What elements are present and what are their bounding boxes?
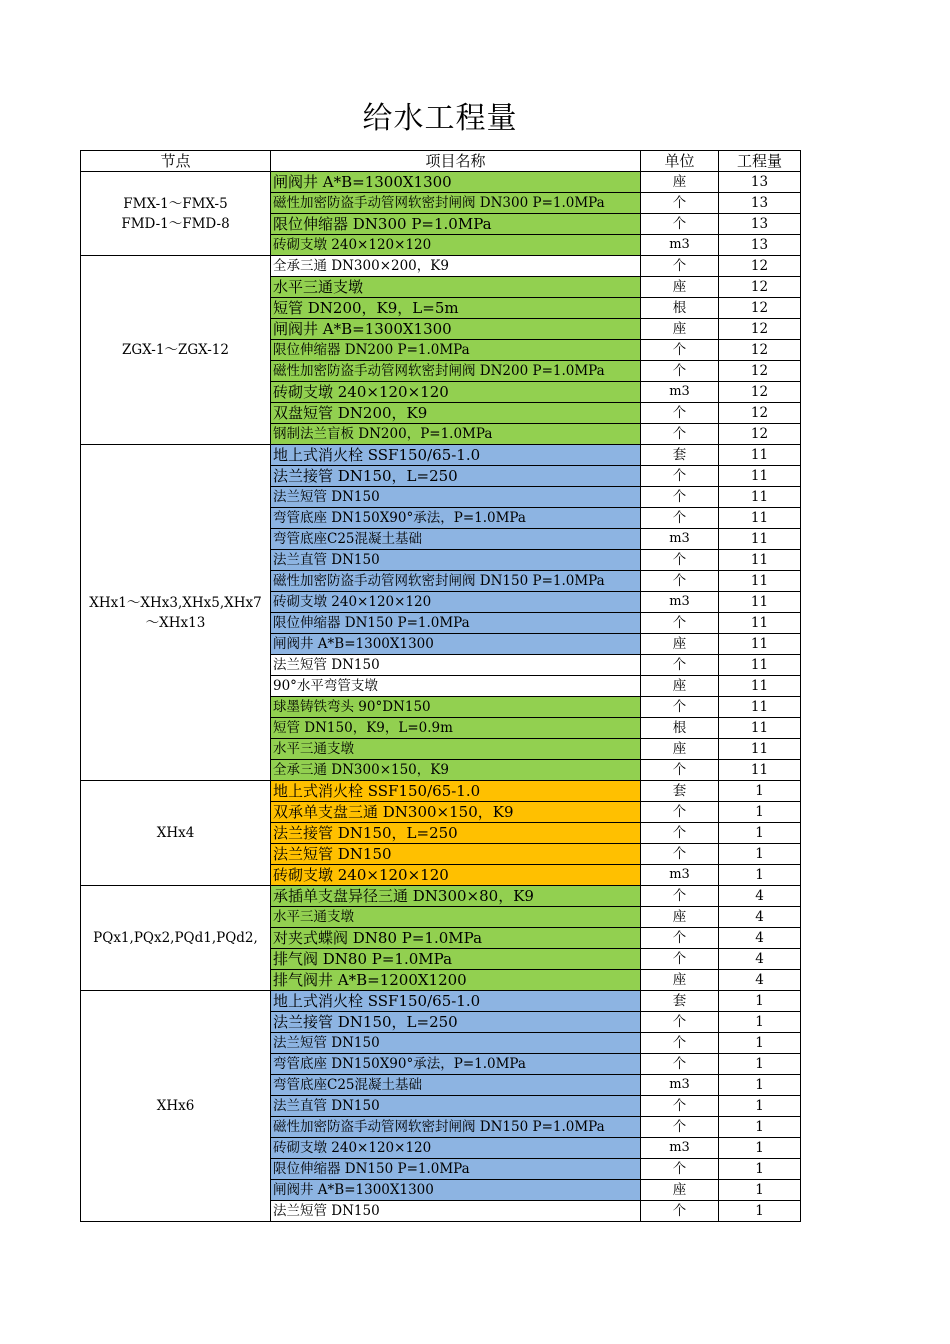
unit-cell: 座 xyxy=(641,970,719,991)
unit-cell: 座 xyxy=(641,739,719,760)
table-row xyxy=(81,886,801,907)
unit-cell: m3 xyxy=(641,529,719,550)
quantity-cell: 1 xyxy=(719,844,801,865)
header-row xyxy=(81,151,801,172)
unit-cell: 个 xyxy=(641,550,719,571)
unit-cell: 个 xyxy=(641,361,719,382)
quantity-cell: 1 xyxy=(719,1117,801,1138)
header-unit: 单位 xyxy=(641,151,719,172)
quantity-cell: 4 xyxy=(719,970,801,991)
item-name-cell: 法兰短管 DN150 xyxy=(271,1201,641,1222)
item-name-cell: 磁性加密防盗手动管网软密封闸阀 DN300 P=1.0MPa xyxy=(271,193,641,214)
quantity-cell: 11 xyxy=(719,613,801,634)
unit-cell: 个 xyxy=(641,823,719,844)
unit-cell: 座 xyxy=(641,319,719,340)
node-label: FMD-1～FMD-8 xyxy=(121,215,230,232)
quantity-cell: 12 xyxy=(719,256,801,277)
unit-cell: 个 xyxy=(641,256,719,277)
unit-cell: m3 xyxy=(641,865,719,886)
item-name-cell: 法兰接管 DN150，L=250 xyxy=(271,1012,641,1033)
unit-cell: 座 xyxy=(641,172,719,193)
quantity-cell: 13 xyxy=(719,235,801,256)
item-name-cell: 对夹式蝶阀 DN80 P=1.0MPa xyxy=(271,928,641,949)
item-name-cell: 限位伸缩器 DN150 P=1.0MPa xyxy=(271,1159,641,1180)
quantity-cell: 13 xyxy=(719,172,801,193)
quantity-cell: 11 xyxy=(719,634,801,655)
item-name-cell: 法兰直管 DN150 xyxy=(271,550,641,571)
item-name-cell: 闸阀井 A*B=1300X1300 xyxy=(271,172,641,193)
quantity-cell: 4 xyxy=(719,907,801,928)
item-name-cell: 水平三通支墩 xyxy=(271,277,641,298)
unit-cell: 座 xyxy=(641,1180,719,1201)
unit-cell: 个 xyxy=(641,613,719,634)
node-cell xyxy=(81,172,271,256)
item-name-cell: 弯管底座C25混凝土基础 xyxy=(271,1075,641,1096)
table-row xyxy=(81,781,801,802)
header-quantity: 工程量 xyxy=(719,151,801,172)
unit-cell: m3 xyxy=(641,235,719,256)
item-name-cell: 限位伸缩器 DN200 P=1.0MPa xyxy=(271,340,641,361)
node-cell xyxy=(81,991,271,1222)
quantity-cell: 12 xyxy=(719,424,801,445)
unit-cell: m3 xyxy=(641,1075,719,1096)
quantity-cell: 11 xyxy=(719,466,801,487)
quantity-cell: 1 xyxy=(719,1201,801,1222)
unit-cell: 个 xyxy=(641,508,719,529)
unit-cell: 座 xyxy=(641,634,719,655)
quantity-cell: 12 xyxy=(719,340,801,361)
unit-cell: 根 xyxy=(641,298,719,319)
node-label: XHx4 xyxy=(156,825,195,841)
unit-cell: 个 xyxy=(641,340,719,361)
item-name-cell: 法兰接管 DN150，L=250 xyxy=(271,466,641,487)
quantity-cell: 11 xyxy=(719,529,801,550)
quantity-cell: 11 xyxy=(719,571,801,592)
unit-cell: 个 xyxy=(641,949,719,970)
quantity-cell: 1 xyxy=(719,802,801,823)
unit-cell: 套 xyxy=(641,445,719,466)
quantity-cell: 1 xyxy=(719,1159,801,1180)
unit-cell: 个 xyxy=(641,1159,719,1180)
quantity-cell: 11 xyxy=(719,676,801,697)
unit-cell: 根 xyxy=(641,718,719,739)
item-name-cell: 双盘短管 DN200，K9 xyxy=(271,403,641,424)
quantity-cell: 11 xyxy=(719,760,801,781)
node-label: PQx1,PQx2,PQd1,PQd2, xyxy=(93,930,258,946)
item-name-cell: 法兰直管 DN150 xyxy=(271,1096,641,1117)
quantity-cell: 1 xyxy=(719,865,801,886)
quantity-cell: 11 xyxy=(719,592,801,613)
item-name-cell: 砖砌支墩 240×120×120 xyxy=(271,1138,641,1159)
item-name-cell: 法兰短管 DN150 xyxy=(271,844,641,865)
quantity-cell: 11 xyxy=(719,445,801,466)
item-name-cell: 砖砌支墩 240×120×120 xyxy=(271,235,641,256)
quantity-cell: 13 xyxy=(719,193,801,214)
quantity-cell: 11 xyxy=(719,697,801,718)
quantity-cell: 4 xyxy=(719,886,801,907)
quantity-cell: 1 xyxy=(719,1033,801,1054)
item-name-cell: 全承三通 DN300×200，K9 xyxy=(271,256,641,277)
unit-cell: 座 xyxy=(641,277,719,298)
item-name-cell: 短管 DN200，K9，L=5m xyxy=(271,298,641,319)
unit-cell: 个 xyxy=(641,928,719,949)
quantity-cell: 11 xyxy=(719,739,801,760)
item-name-cell: 承插单支盘异径三通 DN300×80，K9 xyxy=(271,886,641,907)
node-cell xyxy=(81,256,271,445)
quantity-cell: 4 xyxy=(719,949,801,970)
item-name-cell: 法兰短管 DN150 xyxy=(271,1033,641,1054)
item-name-cell: 闸阀井 A*B=1300X1300 xyxy=(271,319,641,340)
quantity-cell: 1 xyxy=(719,1096,801,1117)
unit-cell: 个 xyxy=(641,571,719,592)
quantity-cell: 1 xyxy=(719,1138,801,1159)
node-label: ZGX-1～ZGX-12 xyxy=(122,342,229,358)
unit-cell: 个 xyxy=(641,424,719,445)
quantity-cell: 1 xyxy=(719,1180,801,1201)
item-name-cell: 砖砌支墩 240×120×120 xyxy=(271,592,641,613)
node-label: XHx6 xyxy=(156,1098,195,1114)
unit-cell: 个 xyxy=(641,466,719,487)
quantity-cell: 1 xyxy=(719,823,801,844)
item-name-cell: 水平三通支墩 xyxy=(271,907,641,928)
item-name-cell: 短管 DN150，K9，L=0.9m xyxy=(271,718,641,739)
item-name-cell: 排气阀 DN80 P=1.0MPa xyxy=(271,949,641,970)
item-name-cell: 90°水平弯管支墩 xyxy=(271,676,641,697)
unit-cell: 个 xyxy=(641,403,719,424)
item-name-cell: 法兰接管 DN150，L=250 xyxy=(271,823,641,844)
unit-cell: 个 xyxy=(641,697,719,718)
header-node: 节点 xyxy=(81,151,271,172)
quantity-cell: 12 xyxy=(719,319,801,340)
item-name-cell: 双承单支盘三通 DN300×150，K9 xyxy=(271,802,641,823)
item-name-cell: 地上式消火栓 SSF150/65-1.0 xyxy=(271,991,641,1012)
quantity-table xyxy=(80,150,801,1222)
table-row xyxy=(81,172,801,193)
unit-cell: 个 xyxy=(641,1054,719,1075)
unit-cell: 套 xyxy=(641,781,719,802)
node-cell xyxy=(81,781,271,886)
item-name-cell: 法兰短管 DN150 xyxy=(271,655,641,676)
quantity-cell: 11 xyxy=(719,550,801,571)
unit-cell: 个 xyxy=(641,1096,719,1117)
quantity-cell: 12 xyxy=(719,361,801,382)
quantity-cell: 11 xyxy=(719,718,801,739)
unit-cell: 个 xyxy=(641,802,719,823)
unit-cell: 个 xyxy=(641,760,719,781)
quantity-cell: 11 xyxy=(719,655,801,676)
item-name-cell: 限位伸缩器 DN300 P=1.0MPa xyxy=(271,214,641,235)
unit-cell: 座 xyxy=(641,676,719,697)
item-name-cell: 砖砌支墩 240×120×120 xyxy=(271,865,641,886)
table-row xyxy=(81,256,801,277)
unit-cell: 个 xyxy=(641,886,719,907)
quantity-cell: 12 xyxy=(719,403,801,424)
node-label: XHx1～XHx3,XHx5,XHx7 xyxy=(89,594,262,611)
node-label: ～XHx13 xyxy=(145,614,206,631)
unit-cell: 个 xyxy=(641,655,719,676)
quantity-cell: 1 xyxy=(719,1075,801,1096)
unit-cell: m3 xyxy=(641,592,719,613)
item-name-cell: 地上式消火栓 SSF150/65-1.0 xyxy=(271,445,641,466)
item-name-cell: 弯管底座 DN150X90°承法，P=1.0MPa xyxy=(271,1054,641,1075)
unit-cell: 座 xyxy=(641,907,719,928)
item-name-cell: 磁性加密防盗手动管网软密封闸阀 DN150 P=1.0MPa xyxy=(271,571,641,592)
unit-cell: 个 xyxy=(641,1012,719,1033)
item-name-cell: 水平三通支墩 xyxy=(271,739,641,760)
sheet-title: 给水工程量 xyxy=(362,101,518,136)
item-name-cell: 球墨铸铁弯头 90°DN150 xyxy=(271,697,641,718)
unit-cell: 个 xyxy=(641,1033,719,1054)
item-name-cell: 弯管底座 DN150X90°承法，P=1.0MPa xyxy=(271,508,641,529)
unit-cell: 套 xyxy=(641,991,719,1012)
quantity-cell: 12 xyxy=(719,277,801,298)
unit-cell: m3 xyxy=(641,382,719,403)
item-name-cell: 砖砌支墩 240×120×120 xyxy=(271,382,641,403)
unit-cell: 个 xyxy=(641,1117,719,1138)
quantity-cell: 12 xyxy=(719,298,801,319)
quantity-cell: 1 xyxy=(719,781,801,802)
item-name-cell: 排气阀井 A*B=1200X1200 xyxy=(271,970,641,991)
unit-cell: m3 xyxy=(641,1138,719,1159)
quantity-cell: 4 xyxy=(719,928,801,949)
item-name-cell: 法兰短管 DN150 xyxy=(271,487,641,508)
table-row xyxy=(81,445,801,466)
quantity-cell: 1 xyxy=(719,1012,801,1033)
unit-cell: 个 xyxy=(641,214,719,235)
unit-cell: 个 xyxy=(641,1201,719,1222)
node-cell xyxy=(81,445,271,781)
header-item-name: 项目名称 xyxy=(271,151,641,172)
item-name-cell: 限位伸缩器 DN150 P=1.0MPa xyxy=(271,613,641,634)
item-name-cell: 磁性加密防盗手动管网软密封闸阀 DN200 P=1.0MPa xyxy=(271,361,641,382)
quantity-cell: 12 xyxy=(719,382,801,403)
node-cell xyxy=(81,886,271,991)
unit-cell: 个 xyxy=(641,193,719,214)
item-name-cell: 地上式消火栓 SSF150/65-1.0 xyxy=(271,781,641,802)
quantity-cell: 11 xyxy=(719,508,801,529)
item-name-cell: 闸阀井 A*B=1300X1300 xyxy=(271,1180,641,1201)
table-row xyxy=(81,991,801,1012)
unit-cell: 个 xyxy=(641,487,719,508)
node-label: FMX-1～FMX-5 xyxy=(123,195,228,212)
unit-cell: 个 xyxy=(641,844,719,865)
item-name-cell: 磁性加密防盗手动管网软密封闸阀 DN150 P=1.0MPa xyxy=(271,1117,641,1138)
item-name-cell: 全承三通 DN300×150，K9 xyxy=(271,760,641,781)
quantity-cell: 13 xyxy=(719,214,801,235)
item-name-cell: 闸阀井 A*B=1300X1300 xyxy=(271,634,641,655)
item-name-cell: 钢制法兰盲板 DN200，P=1.0MPa xyxy=(271,424,641,445)
quantity-cell: 11 xyxy=(719,487,801,508)
item-name-cell: 弯管底座C25混凝土基础 xyxy=(271,529,641,550)
quantity-cell: 1 xyxy=(719,991,801,1012)
quantity-cell: 1 xyxy=(719,1054,801,1075)
